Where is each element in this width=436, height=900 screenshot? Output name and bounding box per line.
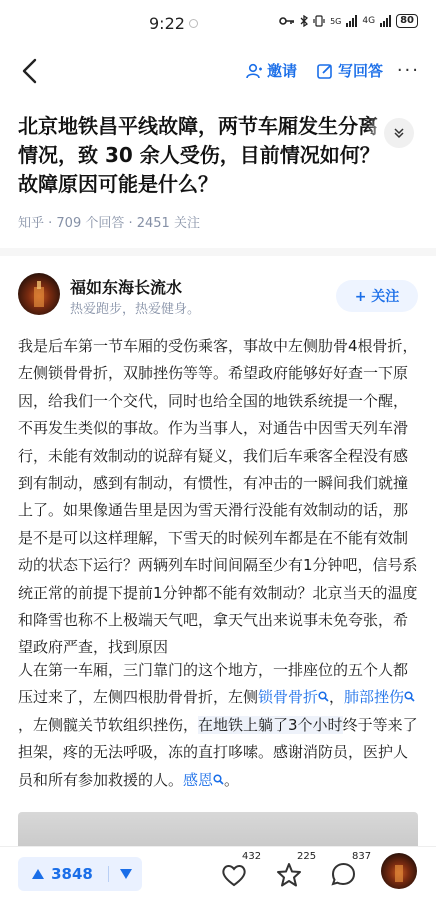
keyword-text: 锁骨骨折	[258, 688, 319, 707]
answer-text: ，左侧髋关节软组织挫伤，	[18, 715, 199, 734]
keyword-text: 感恩	[183, 770, 214, 789]
like-count: 432	[242, 851, 262, 862]
follow-button[interactable]: + 关注	[336, 280, 418, 312]
write-edit-icon	[317, 63, 333, 79]
star-icon[interactable]	[275, 861, 303, 889]
write-answer-button[interactable]	[317, 60, 383, 81]
favorite-count: 225	[297, 851, 317, 862]
answer-text: ，	[329, 688, 345, 707]
avatar-image	[18, 273, 60, 315]
invite-person-icon	[246, 63, 262, 79]
keyword-link-gratitude[interactable]	[183, 771, 224, 789]
keyword-link-lung[interactable]	[344, 688, 415, 706]
bottom-action-bar	[0, 846, 436, 900]
vibrate-icon	[313, 15, 325, 27]
vote-group	[18, 857, 142, 891]
author-bio: 热爱跑步，热爱健身。	[70, 302, 201, 317]
author-name[interactable]: 福如东海长流水	[70, 278, 183, 297]
upvote-button[interactable]	[18, 857, 106, 891]
status-time: 9:22	[149, 14, 185, 33]
keyword-text: 肺部挫伤	[344, 688, 405, 707]
bluetooth-icon	[300, 15, 308, 27]
search-icon	[404, 691, 415, 702]
search-icon	[318, 691, 329, 702]
key-icon	[279, 16, 295, 26]
signal-icon	[346, 15, 357, 27]
write-answer-label: 写回答	[338, 62, 384, 80]
answer-text: 。	[224, 770, 240, 789]
question-title[interactable]: 北京地铁昌平线故障，两节车厢发生分离情况，致 30 余人受伤，目前情况如何？故障原因可能是什么？	[18, 114, 380, 196]
more-options-button[interactable]: ···	[396, 60, 420, 81]
vote-separator	[108, 866, 109, 882]
downvote-triangle-icon	[119, 868, 133, 880]
author-avatar-small[interactable]	[381, 853, 417, 889]
expand-title-button[interactable]	[384, 118, 414, 148]
network-4g-label: 4G	[362, 16, 376, 26]
author-avatar[interactable]	[18, 273, 60, 315]
notification-dot-icon	[189, 19, 198, 28]
section-divider	[0, 248, 436, 256]
status-icons	[279, 14, 418, 28]
top-nav	[0, 50, 436, 94]
answer-text: 终于等来了担架，疼的无法呼吸，冻的直打哆嗦。感谢消防员，医护人员和所有参加救援的人。	[18, 715, 418, 789]
highlighted-text: 在地铁上躺了3个小时	[198, 715, 343, 734]
battery-indicator: 80	[396, 14, 418, 28]
back-arrow-icon	[16, 56, 46, 86]
comment-bubble-icon[interactable]	[330, 861, 358, 889]
answer-paragraph-1: 我是后车第一节车厢的受伤乘客，事故中左侧肋骨4根骨折，左侧锁骨骨折，双肺挫伤等等。希望政府能够好好查一下原因，给我们一个交代，同时也给全国的地铁系统提一个醒，不再发生类似的事故。作为当事人，对通告中因雪天列车滑行，未能有效制动的说辞有疑义，我们后车乘客全程没有感到有制动，感到有制动，有惯性，有冲击的一瞬间我们就撞上了。如果像通告里是因为雪天滑行没能有效制动的话，那是不是可以这样理解，下雪天的时候列车都是在不能有效制动的状态下运行？两辆列车时间间隔至少有1分钟吧，信号系统正常的前提下提前1分钟都不能有效制动？北京当天的温度和降雪也称不上极端天气吧，拿天气出来说事未免夸张，希望政府严查，找到原因	[18, 337, 418, 657]
comment-count: 837	[352, 851, 372, 862]
chevron-down-icon	[392, 126, 406, 140]
question-meta[interactable]: 知乎 · 709 个回答 · 2451 关注	[18, 216, 200, 231]
avatar-image	[381, 853, 417, 889]
upvote-triangle-icon	[31, 868, 45, 880]
back-button[interactable]	[16, 56, 46, 86]
signal-icon-2	[380, 15, 391, 27]
downvote-button[interactable]	[110, 857, 142, 891]
answer-text: 人在第一车厢，三门靠门的这个地方，一排座位的五个人都压过来了，左侧四根肋骨骨折，左侧	[18, 661, 409, 707]
keyword-link-collarbone[interactable]	[258, 688, 329, 706]
search-icon	[213, 774, 224, 785]
invite-button[interactable]	[246, 60, 297, 81]
invite-label: 邀请	[267, 62, 298, 80]
status-bar	[0, 0, 436, 48]
upvote-count: 3848	[51, 865, 93, 883]
answer-paragraph-2	[18, 657, 420, 794]
network-5g-label: 5G	[330, 16, 342, 26]
heart-icon[interactable]	[220, 861, 248, 889]
